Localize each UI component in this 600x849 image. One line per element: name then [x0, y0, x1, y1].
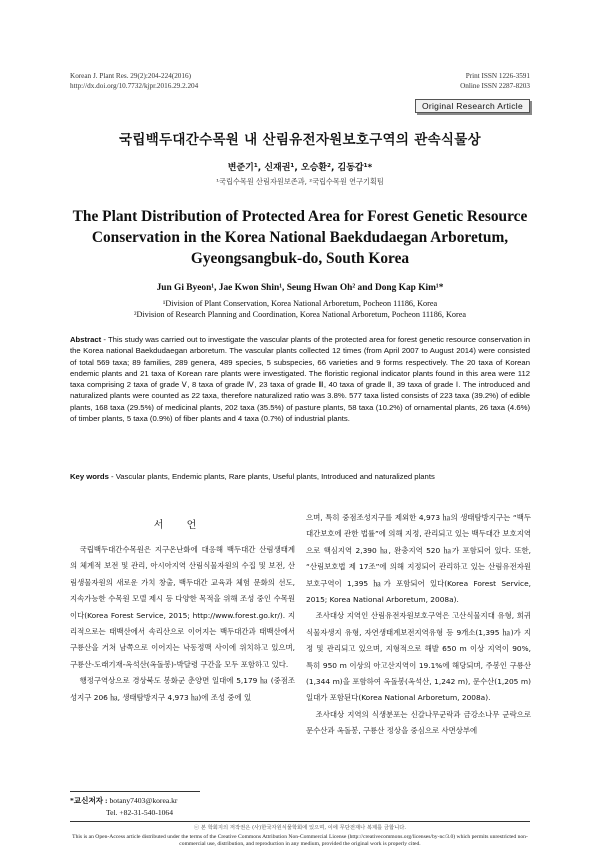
authors-english: Jun Gi Byeon¹, Jae Kwon Shin¹, Seung Hwan Oh² and Dong Kap Kim¹*	[156, 283, 444, 293]
doi-link[interactable]: http://dx.doi.org/10.7732/kjpr.2016.29.2.204	[70, 82, 199, 90]
abstract-label: Abstract	[70, 335, 102, 344]
issn-block	[460, 71, 530, 91]
paragraph: 행정구역상으로 경상북도 봉화군 춘양면 일대에 5,179 ㏊ (중점조성지구 206 ㏊, 생태탐방지구 4,973 ㏊)에 조성 중에 있	[70, 676, 295, 702]
correspondence	[70, 795, 177, 819]
journal-citation: Korean J. Plant Res. 29(2):204-224(2016)	[70, 72, 191, 80]
correspondence-label: *교신저자 :	[70, 796, 108, 805]
authors-korean: 변준기¹, 신재권¹, 오승환², 김동갑¹*	[227, 163, 373, 173]
affiliation-1: ¹Division of Plant Conservation, Korea National Arboretum, Pocheon 11186, Korea	[162, 299, 438, 308]
abstract-text: - This study was carried out to investigate the vascular plants of the protected area for forest genetic resource conservation in the Korea national Baekdudaegan arboretum. The vascular plants collected 12 times (from April 2007 to August 2014) were consisted of total 569 taxa; 89 families, 289 genera, 489 species, 5 subspecies, 66 varieties and 9 forms respectively. The 20 taxa of Korean endemic plants and 21 taxa of Korean rare plants were investigated. The floristic regional indicator plants found in this area were 112 taxa comprising 2 taxa of grade Ⅴ, 8 taxa of grade Ⅳ, 23 taxa of grade Ⅲ, 40 taxa of grade Ⅱ, 39 taxa of grade Ⅰ. The introduced and naturalized plants were counted as 22 taxa, therefore naturalized ratio was 3.8%. 577 taxa listed consists of 223 taxa (39.2%) of edible plants, 168 taxa (29.5%) of medicinal plants, 202 taxa (35.5%) of pasture plants, 58 taxa (10.2%) of ornamental plants, 26 taxa (4.6%) of timber plants, 5 taxa (0.9%) of fiber plants and 4 taxa (0.7%) of industrial plants.	[70, 335, 531, 424]
affiliation-2: ²Division of Research Planning and Coordination, Korea National Arboretum, Pocheon 11186, Korea	[133, 310, 466, 319]
open-access-license: This is an Open-Access article distributed under the terms of the Creative Commons Attribution Non-Commercial License (http://creativecommons.org/licenses/by-nc/3.0) which permits unrestricted non-commercial use, distribution, and reproduction in any medium, provided the original work is properly cited.	[72, 834, 528, 847]
right-column	[306, 510, 531, 740]
correspondence-email[interactable]: botany7403@korea.kr	[109, 796, 178, 805]
online-issn: Online ISSN 2287-8203	[460, 82, 530, 90]
section-title: 서 언	[153, 520, 207, 531]
keywords-text: - Vascular plants, Endemic plants, Rare plants, Useful plants, Introduced and naturalized plants	[111, 472, 435, 481]
paragraph: 으며, 특히 중점조성지구를 제외한 4,973 ㏊의 생태탐방지구는 “백두대간보호에 관한 법률”에 의해 지정, 관리되고 있는 백두대간 보호지역으로 핵심지역 2,390 ㏊, 완충지역 520 ㏊가 포함되어 있다. 또한, “산림보호법 제 17조”에 의해 지정되어 관리하고 있는 산림유전자원보호구역이 1,395 ㏊가 포함되어 있다(Korea Forest Service, 2015; Korea National Arboretum, 2008a).	[306, 513, 531, 605]
title-korean: 국립백두대간수목원 내 산림유전자원보호구역의 관속식물상	[119, 132, 481, 148]
copyright-notice: ⓒ 본 학회지의 저작권은 (사)한국자원식물학회에 있으며, 이에 무단전재나 복제를 금합니다.	[193, 825, 407, 831]
abstract	[70, 334, 530, 424]
article-type-badge: Original Research Article	[415, 99, 530, 113]
affiliations-korean: ¹국립수목원 산림자원보존과, ²국립수목원 연구기획팀	[216, 177, 384, 186]
paragraph: 조사대상 지역인 산림유전자원보호구역은 고산식물지대 유형, 희귀식물자생지 유형, 자연생태계보전지역유형 등 9개소(1,395 ㏊)가 지정 및 관리되고 있으며, 지형적으로 해발 650 m 이상 지역이 90%, 특히 950 m 이상의 아고산지역이 19.1%에 해당되며, 주봉인 구룡산(1,344 m)을 포함하여 옥돌봉(옥석산, 1,242 m), 문수산(1,205 m)일대가 포함된다(Korea National Arboretum, 2008a).	[306, 611, 531, 703]
left-column	[70, 542, 295, 706]
print-issn: Print ISSN 1226-3591	[465, 72, 530, 80]
paragraph: 조사대상 지역의 식생분포는 신갈나무군락과 금강소나무 군락으로 문수산과 옥돌봉, 구룡산 정상을 중심으로 사면상부에	[306, 709, 531, 736]
bottom-divider	[70, 821, 530, 822]
keywords-label: Key words	[70, 472, 109, 481]
paragraph: 국립백두대간수목원은 지구온난화에 대응해 백두대간 산림생태계의 체계적 보전 및 관리, 아시아지역 산림식물자원의 수집 및 보전, 산림생물자원의 새로운 가치 창출, 백두대간 교육과 체험 문화의 선도, 지속가능한 수목원 모델 제시 등 다양한 목적을 위해 조성 중인 수목원이다(Korea Forest Service, 2015; http://www.forest.go.kr/). 지리적으로는 태백산에서 속리산으로 이어지는 백두대간과 태백산에서 구룡산을 거쳐 남쪽으로 이어지는 낙동정맥 사이에 위치하고 있으며, 구룡산-도래기재-옥석산(옥돌봉)-박달령 구간을 모두 포함하고 있다.	[70, 545, 295, 669]
footnote-divider	[70, 791, 200, 792]
correspondence-tel: Tel. +82-31-540-1064	[106, 808, 174, 817]
journal-header	[70, 71, 198, 91]
affiliations-english	[60, 298, 540, 320]
keywords	[70, 471, 530, 482]
title-english: The Plant Distribution of Protected Area for Forest Genetic Resource Conservation in the Korea National Baekdudaegan Arboretum, Gyeongsangbuk-do, South Korea	[72, 208, 528, 267]
